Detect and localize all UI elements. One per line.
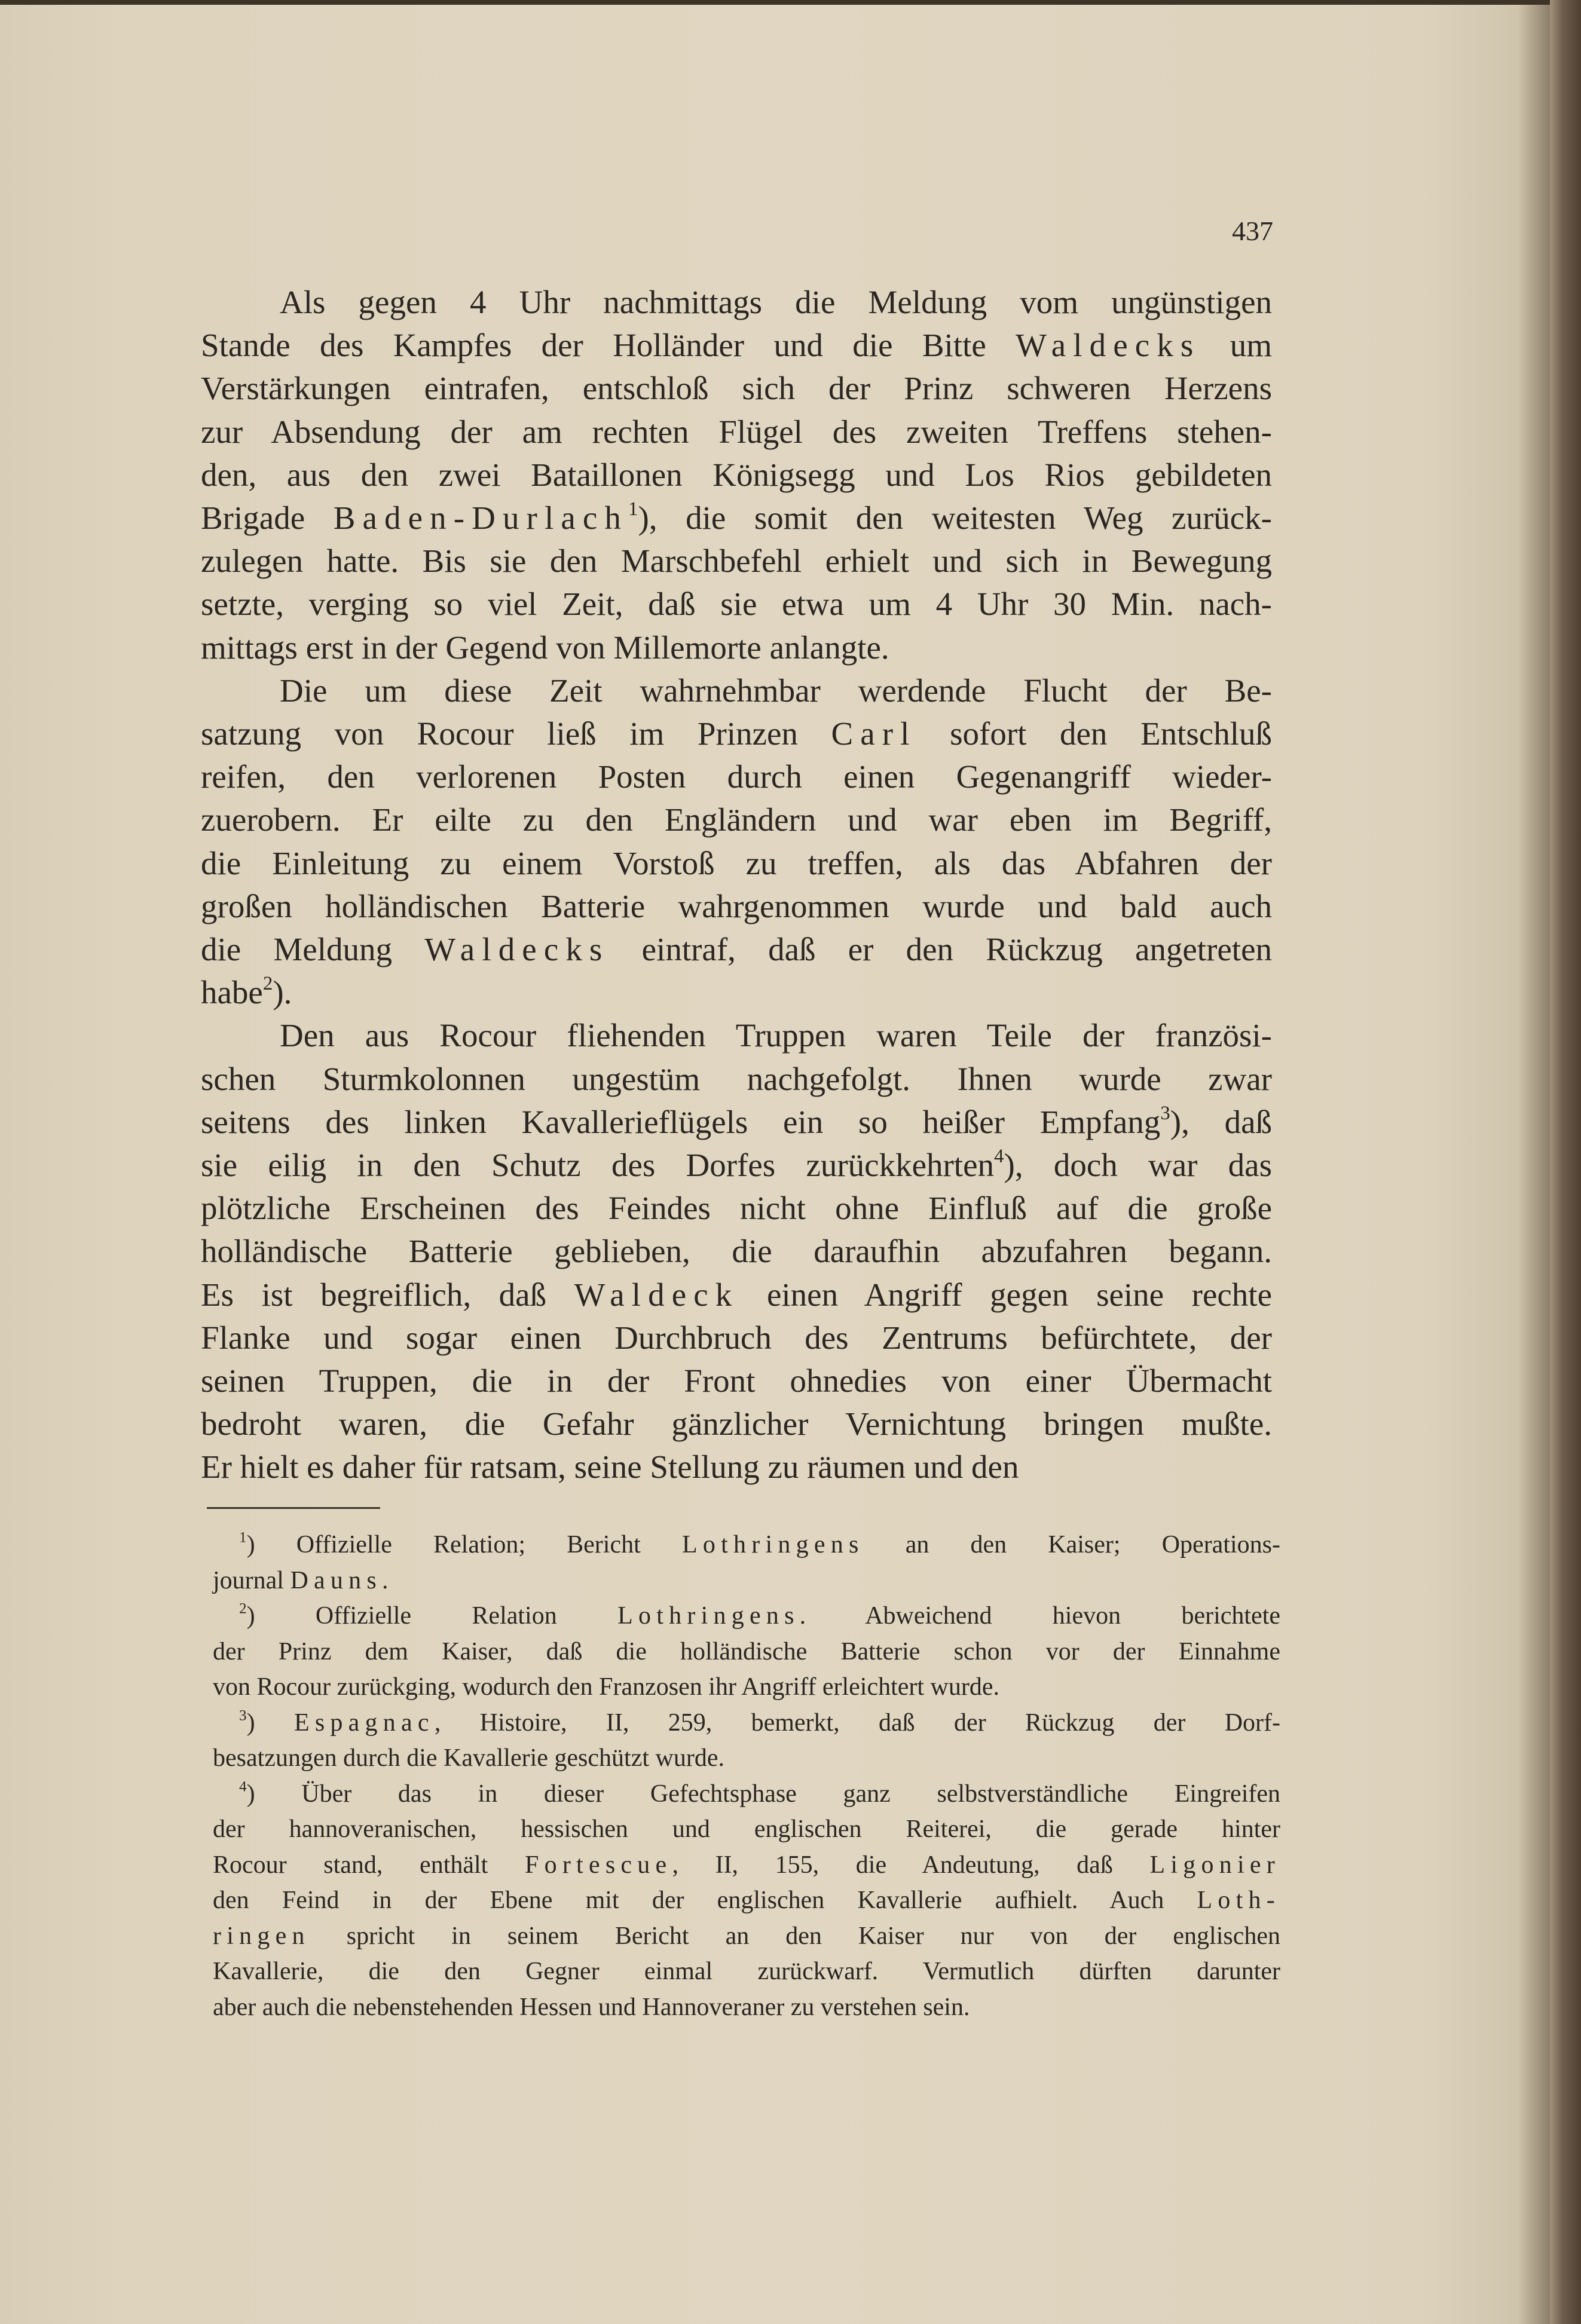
book-spine-edge	[1550, 0, 1581, 2324]
text-line	[201, 454, 1272, 497]
text-line	[201, 1446, 1272, 1489]
text-line	[201, 324, 1272, 367]
text-run: aber auch die nebenstehenden Hessen und Hannoveraner zu verstehen sein.	[213, 1993, 970, 2021]
text-run: Flanke und sogar einen Durchbruch des Zentrums befürchtete, der	[201, 1319, 1272, 1356]
text-run: zuerobern. Er eilte zu den Engländern und war eben im Begriff,	[201, 801, 1272, 838]
text-run: Rocour stand, enthält	[213, 1851, 525, 1879]
text-run: bedroht waren, die Gefahr gänzlicher Vernichtung bringen mußte.	[201, 1406, 1272, 1443]
spaced-name: Baden-Durlach	[333, 500, 628, 537]
footnote-marker: 2	[262, 973, 273, 995]
scan-top-border	[0, 0, 1581, 5]
footnotes	[213, 1527, 1280, 2025]
text-run: sofort den Entschluß	[916, 715, 1272, 752]
text-run: besatzungen durch die Kavallerie geschützt wurde.	[213, 1744, 724, 1772]
text-line	[201, 928, 1272, 971]
spaced-name: Espagnac	[293, 1708, 435, 1737]
text-run: ), doch war das	[1004, 1147, 1272, 1184]
body-text	[201, 281, 1272, 1489]
footnote-line	[213, 1919, 1280, 1955]
text-run: habe	[201, 974, 263, 1011]
spaced-name: Waldecks	[424, 931, 610, 968]
text-line	[201, 885, 1272, 928]
footnote-line	[213, 1990, 1280, 2026]
text-run: Stande des Kampfes der Holländer und die Bitte	[201, 327, 1016, 364]
text-line	[201, 971, 1272, 1014]
footnote	[213, 1599, 1280, 1706]
text-run: sie eilig in den Schutz des Dorfes zurückkehrten	[201, 1147, 995, 1184]
text-run: ) Offizielle Relation; Bericht	[246, 1531, 682, 1558]
text-line	[201, 669, 1272, 712]
text-run: reifen, den verlorenen Posten durch einen Gegenangriff wieder-	[201, 758, 1272, 795]
text-line	[201, 540, 1272, 583]
footnote-line	[213, 1812, 1280, 1848]
text-run: den Feind in der Ebene mit der englischen Kavallerie aufhielt. Auch	[213, 1887, 1197, 1914]
text-run: der Prinz dem Kaiser, daß die holländische Batterie schon vor der Einnahme	[213, 1637, 1280, 1665]
text-run: schen Sturmkolonnen ungestüm nachgefolgt. Ihnen wurde zwar	[201, 1060, 1272, 1097]
footnote-marker: 1	[239, 1529, 247, 1546]
spaced-name: Carl	[831, 715, 917, 752]
text-run: an den Kaiser; Operations-	[864, 1531, 1280, 1558]
spaced-name: ringen	[213, 1922, 310, 1950]
text-run: mittags erst in der Gegend von Millemorte anlangte.	[201, 629, 889, 666]
text-line	[201, 1316, 1272, 1360]
paragraph	[201, 1014, 1272, 1489]
text-line	[201, 1101, 1272, 1144]
text-run: den, aus den zwei Bataillonen Königsegg und Los Rios gebildeten	[201, 456, 1272, 493]
text-run: plötzliche Erscheinen des Feindes nicht ohne Einfluß auf die große	[201, 1190, 1272, 1227]
footnote-line	[213, 1527, 1280, 1563]
footnote-line	[213, 1599, 1280, 1634]
spaced-name: Dauns	[290, 1566, 382, 1594]
footnote-marker: 4	[239, 1778, 247, 1795]
text-run: journal	[213, 1566, 290, 1594]
text-run: setzte, verging so viel Zeit, daß sie etwa um 4 Uhr 30 Min. nach-	[201, 586, 1272, 623]
text-line	[201, 411, 1272, 454]
text-run: großen holländischen Batterie wahrgenommen wurde und bald auch	[201, 887, 1272, 924]
text-line	[201, 281, 1272, 324]
text-run: seitens des linken Kavallerieflügels ein so heißer Empfang	[201, 1103, 1161, 1140]
spaced-name: Waldeck	[574, 1276, 739, 1313]
text-run: Verstärkungen eintrafen, entschloß sich der Prinz schweren Herzens	[201, 370, 1272, 407]
text-line	[201, 1230, 1272, 1273]
paragraph	[201, 281, 1272, 669]
text-line	[201, 1187, 1272, 1230]
footnote-line	[213, 1741, 1280, 1777]
page-number: 437	[1232, 216, 1273, 246]
text-line	[201, 1058, 1272, 1101]
text-line	[201, 1014, 1272, 1057]
footnote-line	[213, 1777, 1280, 1812]
text-run: satzung von Rocour ließ im Prinzen	[201, 715, 831, 752]
text-run: Kavallerie, die den Gegner einmal zurückwarf. Vermutlich dürften darunter	[213, 1958, 1280, 1985]
text-run: Den aus Rocour fliehenden Truppen waren Teile der französi-	[280, 1017, 1272, 1054]
text-run: einen Angriff gegen seine rechte	[739, 1276, 1272, 1313]
text-run: die Meldung	[201, 931, 425, 968]
footnote-separator	[207, 1507, 380, 1509]
spaced-name: Lothringens	[681, 1531, 864, 1558]
footnote-line	[213, 1634, 1280, 1670]
text-line	[201, 1273, 1272, 1316]
text-line	[201, 1144, 1272, 1187]
footnote	[213, 1777, 1280, 2026]
spaced-name: Ligonier	[1149, 1851, 1281, 1879]
footnote-line	[213, 1670, 1280, 1706]
footnote-line	[213, 1883, 1280, 1919]
text-run: .	[382, 1566, 389, 1594]
text-run: spricht in seinem Bericht an den Kaiser nur von der englischen	[310, 1922, 1280, 1950]
text-line	[201, 755, 1272, 798]
text-line	[201, 1360, 1272, 1403]
text-run: ).	[273, 974, 292, 1011]
footnote-line	[213, 1706, 1280, 1741]
text-line	[201, 497, 1272, 540]
text-run: Die um diese Zeit wahrnehmbar werdende Flucht der Be-	[280, 672, 1272, 709]
footnote	[213, 1706, 1280, 1777]
text-line	[201, 1403, 1272, 1446]
footnote-marker: 1	[628, 498, 638, 520]
text-run: Brigade	[201, 500, 334, 537]
footnote-marker: 3	[239, 1707, 247, 1723]
footnote-line	[213, 1563, 1280, 1599]
text-run: um	[1200, 327, 1273, 364]
footnote	[213, 1527, 1280, 1599]
text-line	[201, 842, 1272, 885]
text-run: von Rocour zurückging, wodurch den Franzosen ihr Angriff erleichtert wurde.	[213, 1673, 1000, 1701]
text-line	[201, 626, 1272, 669]
text-line	[201, 583, 1272, 626]
text-run: )	[246, 1708, 294, 1737]
text-run: die Einleitung zu einem Vorstoß zu treffen, als das Abfahren der	[201, 844, 1272, 881]
text-line	[201, 712, 1272, 755]
text-run: eintraf, daß er den Rückzug angetreten	[609, 931, 1272, 968]
text-run: , Histoire, II, 259, bemerkt, daß der Rückzug der Dorf-	[434, 1708, 1280, 1737]
spaced-name: Lothringens	[617, 1602, 800, 1630]
text-run: zulegen hatte. Bis sie den Marschbefehl erhielt und sich in Bewegung	[201, 543, 1272, 580]
text-run: der hannoveranischen, hessischen und englischen Reiterei, die gerade hinter	[213, 1815, 1280, 1843]
footnote-marker: 3	[1160, 1102, 1170, 1124]
spaced-name: Fortescue	[524, 1851, 672, 1879]
paragraph	[201, 669, 1272, 1015]
footnote-line	[213, 1848, 1280, 1884]
text-run: . Abweichend hievon berichtete	[799, 1602, 1281, 1630]
text-run: seinen Truppen, die in der Front ohnedies von einer Übermacht	[201, 1362, 1272, 1400]
text-run: ) Offizielle Relation	[246, 1602, 618, 1630]
text-run: , II, 155, die Andeutung, daß	[672, 1851, 1150, 1879]
text-line	[201, 367, 1272, 410]
text-run: ) Über das in dieser Gefechtsphase ganz selbstverständliche Eingreifen	[246, 1780, 1280, 1808]
footnote-marker: 2	[239, 1600, 247, 1617]
text-run: Er hielt es daher für ratsam, seine Stellung zu räumen und den	[201, 1449, 1019, 1486]
text-line	[201, 798, 1272, 841]
text-run: ), die somit den weitesten Weg zurück-	[638, 500, 1272, 537]
text-run: Als gegen 4 Uhr nachmittags die Meldung vom ungünstigen	[280, 284, 1272, 320]
text-run: Es ist begreiflich, daß	[201, 1276, 574, 1313]
text-run: zur Absendung der am rechten Flügel des zweiten Treffens stehen-	[201, 413, 1272, 450]
text-run: ), daß	[1170, 1103, 1272, 1140]
footnote-line	[213, 1954, 1280, 1990]
spaced-name: Loth-	[1197, 1887, 1280, 1914]
footnote-marker: 4	[994, 1145, 1004, 1167]
spaced-name: Waldecks	[1016, 327, 1201, 364]
text-run: holländische Batterie geblieben, die daraufhin abzufahren begann.	[201, 1233, 1272, 1270]
